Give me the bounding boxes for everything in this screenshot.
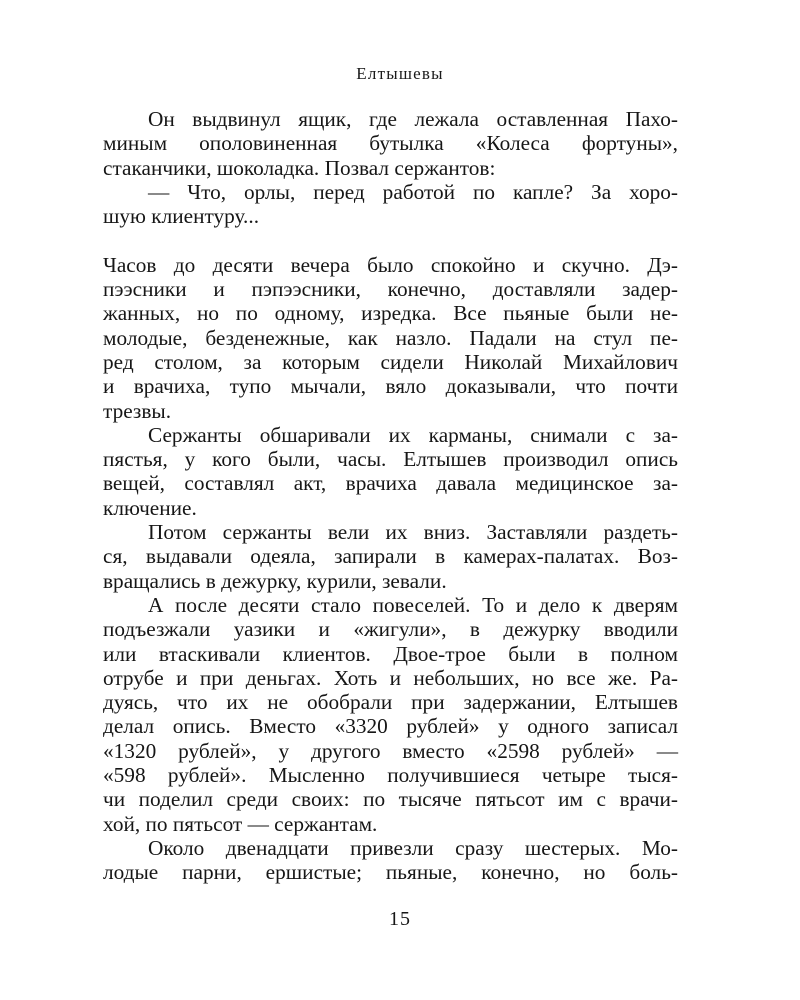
text-line: вещей, составлял акт, врачиха давала медицинское за- xyxy=(103,471,678,496)
text-line: дуясь, что их не обобрали при задержании, Елтышев xyxy=(103,690,678,715)
text-line: Он выдвинул ящик, где лежала оставленная Пахо- xyxy=(148,107,678,131)
text-line: делал опись. Вместо «3320 рублей» у одного записал xyxy=(103,714,678,739)
text-line: или втаскивали клиентов. Двое-трое были в полном xyxy=(103,641,678,666)
text-line: трезвы. xyxy=(103,398,172,423)
text-line: пээсники и пэпээсники, конечно, доставляли задер- xyxy=(103,277,678,302)
running-header: Елтышевы xyxy=(356,64,444,83)
text-line: молодые, безденежные, как назло. Падали на стул пе- xyxy=(103,325,678,350)
text-line: шую клиентуру... xyxy=(103,204,260,229)
text-line: ся, выдавали одеяла, запирали в камерах-палатах. Воз- xyxy=(103,544,678,569)
text-line: стаканчики, шоколадка. Позвал сержантов: xyxy=(103,155,496,180)
text-line: Сержанты обшаривали их карманы, снимали с за- xyxy=(148,422,678,447)
text-line: жанных, но по одному, изредка. Все пьяные были не- xyxy=(103,301,678,326)
text-line: вращались в дежурку, курили, зевали. xyxy=(103,568,447,593)
text-line: и врачиха, тупо мычали, вяло доказывали, что почти xyxy=(103,374,678,399)
text-line: хой, по пятьсот — сержантам. xyxy=(103,811,378,836)
body-text xyxy=(103,107,678,885)
paragraph-break xyxy=(103,228,678,252)
text-line: Часов до десяти вечера было спокойно и скучно. Дэ- xyxy=(103,252,678,277)
text-line: А после десяти стало повеселей. То и дело к дверям xyxy=(148,592,678,617)
text-line: «1320 рублей», у другого вместо «2598 рублей» — xyxy=(103,738,678,763)
text-line: — Что, орлы, перед работой по капле? За хоро- xyxy=(148,179,678,204)
text-line: миным ополовиненная бутылка «Колеса фортуны», xyxy=(103,131,678,156)
text-line: Около двенадцати привезли сразу шестерых. Мо- xyxy=(148,835,678,860)
text-line: отрубе и при деньгах. Хоть и небольших, но все же. Ра- xyxy=(103,665,678,690)
text-line: лодые парни, ершистые; пьяные, конечно, но боль- xyxy=(103,860,678,885)
text-line: «598 рублей». Мысленно получившиеся четыре тыся- xyxy=(103,763,678,788)
text-line: подъезжали уазики и «жигули», в дежурку вводили xyxy=(103,617,678,642)
text-line: ключение. xyxy=(103,495,197,520)
text-line: чи поделил среди своих: по тысяче пятьсот им с врачи- xyxy=(103,787,678,812)
text-line: ред столом, за которым сидели Николай Михайлович xyxy=(103,349,678,374)
text-line: Потом сержанты вели их вниз. Заставляли раздеть- xyxy=(148,520,678,545)
text-line: пястья, у кого были, часы. Елтышев производил опись xyxy=(103,447,678,472)
page-number: 15 xyxy=(389,908,411,930)
